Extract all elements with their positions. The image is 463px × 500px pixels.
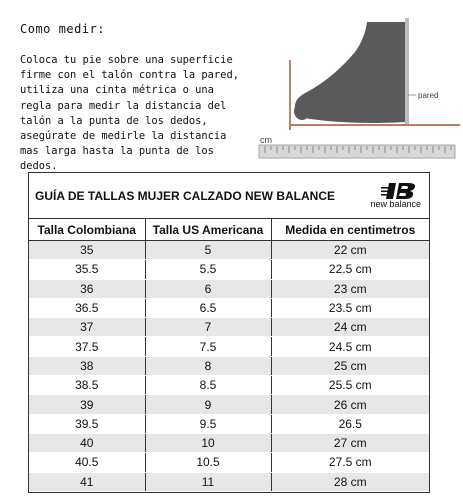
instruction-line: mas larga hasta la punta de los xyxy=(20,145,214,158)
brand-logo xyxy=(346,182,421,209)
table-cell: 27 cm xyxy=(271,433,429,452)
table-cell: 23.5 cm xyxy=(271,298,429,317)
table-cell: 10.5 xyxy=(145,453,271,472)
table-cell: 38 xyxy=(29,356,145,375)
table-cell: 9.5 xyxy=(145,414,271,433)
table-cell: 26 cm xyxy=(271,395,429,414)
table-cell: 35.5 xyxy=(29,260,145,279)
table-cell: 7 xyxy=(145,318,271,337)
table-cell: 6 xyxy=(145,279,271,298)
table-cell: 36.5 xyxy=(29,298,145,317)
table-row xyxy=(29,472,429,491)
table-cell: 8 xyxy=(145,356,271,375)
new-balance-logo-icon xyxy=(381,182,421,200)
table-header xyxy=(29,173,429,219)
table-cell: 35 xyxy=(29,241,145,260)
table-row xyxy=(29,376,429,395)
table-row xyxy=(29,298,429,317)
table-row xyxy=(29,453,429,472)
table-cell: 38.5 xyxy=(29,376,145,395)
table-title: GUÍA DE TALLAS MUJER CALZADO NEW BALANCE xyxy=(35,188,335,203)
table-row xyxy=(29,318,429,337)
measure-title: Como medir: xyxy=(20,22,105,36)
column-header: Talla Colombiana xyxy=(29,219,145,241)
table-cell: 26.5 xyxy=(271,414,429,433)
table-cell: 37.5 xyxy=(29,337,145,356)
foot-measure-illustration xyxy=(255,18,460,168)
column-header: Talla US Americana xyxy=(145,219,271,241)
table-cell: 8.5 xyxy=(145,376,271,395)
table-cell: 25 cm xyxy=(271,356,429,375)
column-header: Medida en centimetros xyxy=(271,219,429,241)
instruction-line: asegúrate de medirle la distancia xyxy=(20,130,227,143)
table-cell: 39.5 xyxy=(29,414,145,433)
table-cell: 24.5 cm xyxy=(271,337,429,356)
instruction-line: regla para medir la distancia del xyxy=(20,99,227,112)
table-cell: 36 xyxy=(29,279,145,298)
table-header-row xyxy=(29,219,429,241)
table-cell: 11 xyxy=(145,472,271,491)
table-cell: 39 xyxy=(29,395,145,414)
table-row xyxy=(29,414,429,433)
table-row xyxy=(29,260,429,279)
wall xyxy=(405,18,409,126)
table-cell: 7.5 xyxy=(145,337,271,356)
table-cell: 6.5 xyxy=(145,298,271,317)
table-row xyxy=(29,395,429,414)
table-cell: 5.5 xyxy=(145,260,271,279)
table-cell: 23 cm xyxy=(271,279,429,298)
ruler-label: cm xyxy=(260,135,272,145)
table-cell: 28 cm xyxy=(271,472,429,491)
instruction-line: firme con el talón contra la pared, xyxy=(20,69,239,82)
ruler xyxy=(259,145,455,158)
table-row xyxy=(29,337,429,356)
table-row xyxy=(29,433,429,452)
foot-icon xyxy=(295,22,405,123)
size-table xyxy=(29,219,429,492)
table-cell: 24 cm xyxy=(271,318,429,337)
table-row xyxy=(29,241,429,260)
instruction-line: dedos. xyxy=(20,160,58,173)
table-cell: 27.5 cm xyxy=(271,453,429,472)
toe xyxy=(294,102,310,120)
table-row xyxy=(29,279,429,298)
table-cell: 37 xyxy=(29,318,145,337)
wall-label: pared xyxy=(418,91,439,100)
measure-instructions xyxy=(20,53,265,175)
table-cell: 25.5 cm xyxy=(271,376,429,395)
table-cell: 5 xyxy=(145,241,271,260)
table-cell: 40 xyxy=(29,433,145,452)
instruction-line: talón a la punta de los dedos, xyxy=(20,114,208,127)
table-cell: 10 xyxy=(145,433,271,452)
table-cell: 22 cm xyxy=(271,241,429,260)
instruction-line: Coloca tu pie sobre una superficie xyxy=(20,54,233,66)
table-cell: 40.5 xyxy=(29,453,145,472)
table-row xyxy=(29,356,429,375)
table-cell: 22.5 cm xyxy=(271,260,429,279)
table-cell: 9 xyxy=(145,395,271,414)
size-guide-table xyxy=(28,172,430,493)
brand-name: new balance xyxy=(370,199,421,209)
floor-line xyxy=(289,124,460,126)
heel-marker xyxy=(289,60,291,130)
instruction-line: utiliza una cinta métrica o una xyxy=(20,84,214,97)
table-cell: 41 xyxy=(29,472,145,491)
